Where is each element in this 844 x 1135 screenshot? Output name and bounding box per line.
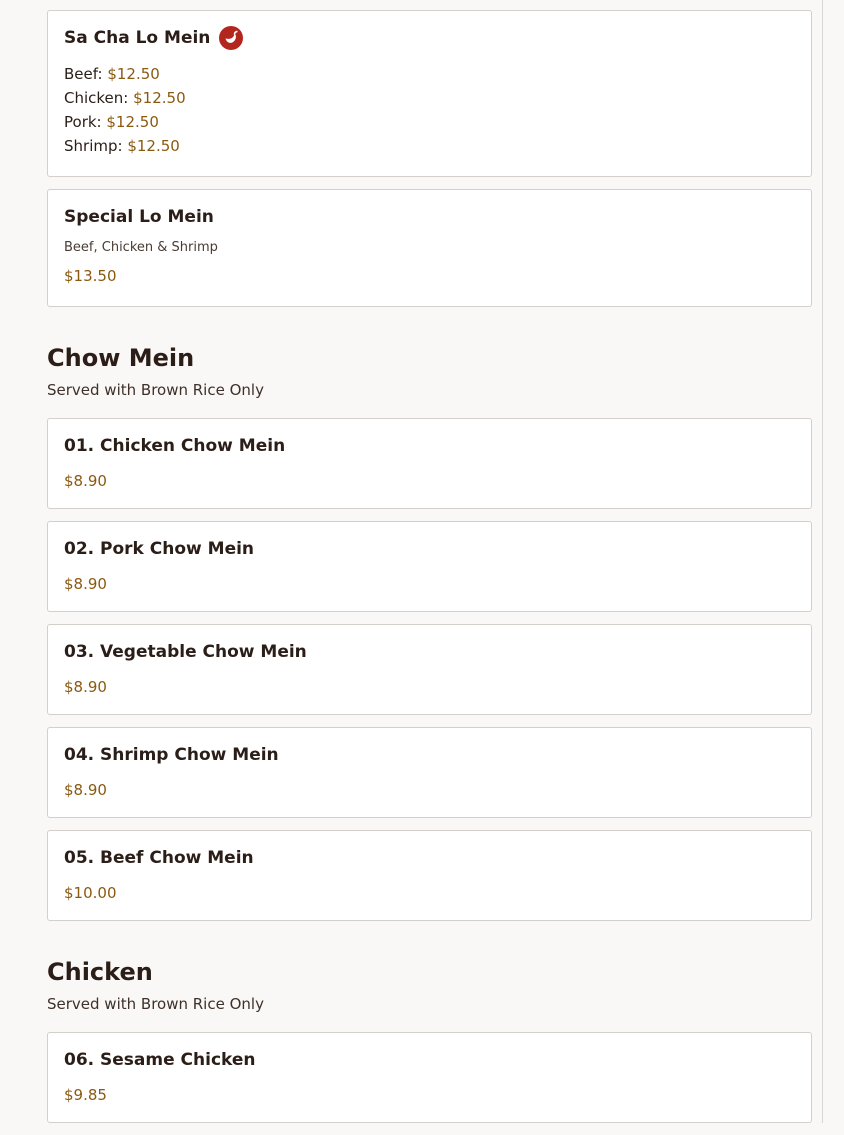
section-title: Chicken [47,958,153,986]
menu-section [47,957,812,1123]
menu-item-card[interactable] [47,624,812,715]
menu-item-description: Beef, Chicken & Shrimp [64,240,218,255]
menu-item-price: $8.90 [64,575,107,593]
menu-item-name: 04. Shrimp Chow Mein [64,745,279,765]
chili-pepper-icon [219,26,243,50]
menu-item-price: $9.85 [64,1086,107,1104]
menu-item-card[interactable] [47,10,812,177]
menu-item-price: $8.90 [64,781,107,799]
menu-item-name: 03. Vegetable Chow Mein [64,642,307,662]
menu-item-card[interactable] [47,1032,812,1123]
menu-item-price: $8.90 [64,472,107,490]
menu-item-name: 01. Chicken Chow Mein [64,436,286,456]
menu-item-price: $10.00 [64,884,117,902]
page-divider [822,0,823,1123]
menu-item-name: 02. Pork Chow Mein [64,539,255,559]
menu-item-card[interactable] [47,521,812,612]
variant-price: $12.50 [133,89,186,107]
variant-label: Beef: [64,65,103,83]
variant-row [64,134,795,158]
menu-item-name: Special Lo Mein [64,207,214,227]
menu-section [47,343,812,921]
variant-price: $12.50 [107,65,160,83]
menu-item-name: Sa Cha Lo Mein [64,28,211,48]
variant-list [64,62,795,158]
menu-item-card[interactable] [47,727,812,818]
menu-item-price: $13.50 [64,267,117,285]
variant-row [64,86,795,110]
variant-row [64,110,795,134]
menu-item-card[interactable] [47,189,812,307]
menu-item-name: 06. Sesame Chicken [64,1050,256,1070]
variant-row [64,62,795,86]
section-title: Chow Mein [47,344,195,372]
variant-label: Shrimp: [64,137,123,155]
section-subtitle: Served with Brown Rice Only [47,995,264,1013]
variant-label: Chicken: [64,89,129,107]
menu-item-card[interactable] [47,418,812,509]
menu-item-card[interactable] [47,830,812,921]
menu-item-price: $8.90 [64,678,107,696]
section-subtitle: Served with Brown Rice Only [47,381,264,399]
variant-price: $12.50 [127,137,180,155]
variant-label: Pork: [64,113,102,131]
variant-price: $12.50 [106,113,159,131]
menu-item-name: 05. Beef Chow Mein [64,848,254,868]
menu-content [47,10,812,1135]
